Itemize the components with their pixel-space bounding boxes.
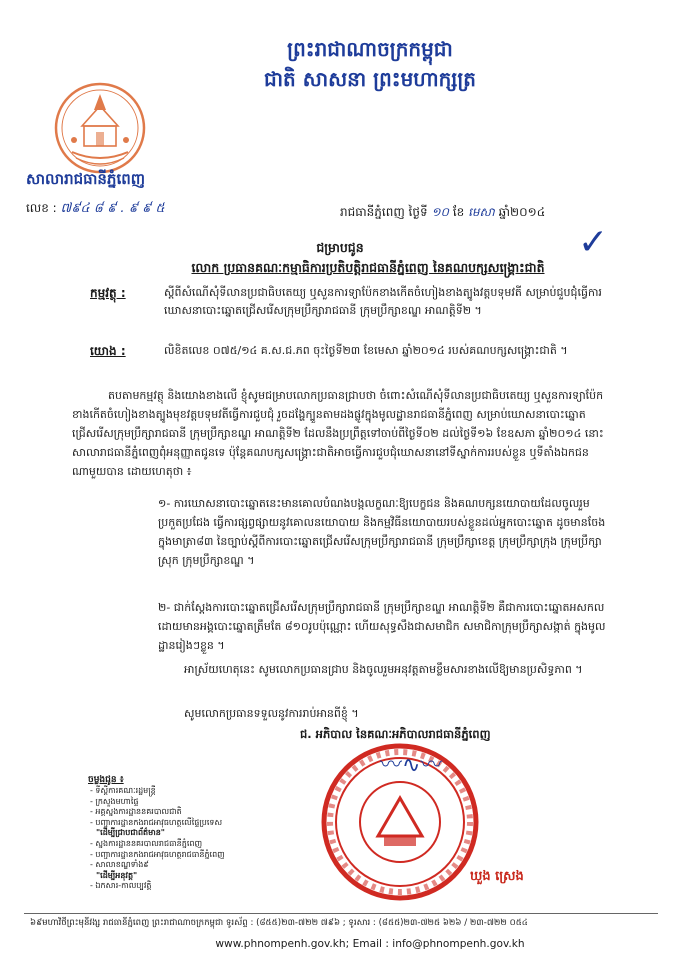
reference-label: យោង : bbox=[90, 344, 126, 358]
cc-item: - ទីស្តីការគណៈរដ្ឋមន្ត្រី bbox=[90, 786, 156, 795]
footer-divider bbox=[24, 913, 658, 914]
notice-title: ជម្រាបជូន bbox=[316, 240, 364, 255]
body-intro: តបតាមកម្មវត្ថុ និងយោងខាងលើ ខ្ញុំសូមជម្រាបលោកប្រធានជ្រាបថា ចំពោះសំណើសុំទីលានប្រជាធិបតេយ្យ ឬសួនការទ្យាប៉ែកខាងកើតចំហៀងខាងត្បូងមុខវត្តបទុមវតីធ្វើការជួបជុំ រួចដង្ហែក្បួនតាមដងផ្លូវក្នុងមូលដ្ឋានរាជធានីភ្នំពេញ សម្រាប់ឃោសនាបោះឆ្នោតជ្រើសរើសក្រុមប្រឹក្សារាជធានី ក្រុមប្រឹក្សាខណ្ឌ អាណត្តិទី២ ដែលនឹងប្រព្រឹត្តទៅចាប់ពីថ្ងៃទី០២ ដល់ថ្ងៃទី១៦ ខែឧសភា ឆ្នាំ២០១៤ នោះ សាលារាជធានីភ្នំពេញពុំអនុញ្ញាតជូនទេ ប៉ុន្តែគណបក្សសង្គ្រោះជាតិអាចធ្វើការជួបជុំឃោសនានៅទីស្នាក់ការរបស់ខ្លួន ឬទីតាំងឯកជនណាមួយបាន ដោយហេតុថា ៖ bbox=[72, 389, 604, 478]
kingdom-title: ព្រះរាជាណាចក្រកម្ពុជា bbox=[287, 37, 453, 61]
kingdom-header bbox=[205, 34, 535, 94]
date-year: ឆ្នាំ២០១៤ bbox=[498, 205, 546, 219]
checkmark-icon: ✓ bbox=[578, 222, 609, 263]
subject-label: កម្មវត្ថុ : bbox=[90, 286, 126, 300]
footer-contacts: www.phnompenh.gov.kh; Email : info@phnompenh.gov.kh bbox=[215, 938, 525, 950]
closing-paragraph: អាស្រ័យហេតុនេះ សូមលោកប្រធានជ្រាប និងចូលរួមអនុវត្តតាមខ្លឹមសារខាងលើឱ្យមានប្រសិទ្ធភាព ។ bbox=[184, 663, 583, 676]
reference-block bbox=[90, 342, 610, 360]
cc-title: ចម្លងជូន ៖ bbox=[88, 775, 124, 785]
cc-purpose-note: "ដើម្បីជ្រាបជាព័ត៌មាន" bbox=[96, 828, 165, 838]
reference-number bbox=[26, 200, 165, 219]
cc-item: - អគ្គស្នងការដ្ឋាននគរបាលជាតិ bbox=[90, 807, 182, 817]
email-label: Email : bbox=[352, 938, 389, 950]
email-link[interactable]: info@phnompenh.gov.kh bbox=[392, 938, 525, 950]
ref-number-value: ៧៩៤ ៨ ៩ . ៩ ៩ ៥ bbox=[60, 201, 165, 216]
footer-address: ៦៩មហាវិថីព្រះមុនីវង្ស រាជធានីភ្នំពេញ ព្រះរាជាណាចក្រកម្ពុជា ទូរស័ព្ទ : (៨៥៥)២៣-៧២២ ៧៩៦ ; ទូរសារ : (៨៥៥)២៣-៧២៥ ៦២៦ / ២៣-៧២២ ០៥៤ bbox=[30, 918, 528, 928]
issuer-name: សាលារាជធានីភ្នំពេញ bbox=[26, 170, 146, 188]
cc-item: - បញ្ជាការដ្ឋានកងរាជអាវុធហត្ថរាជធានីភ្នំពេញ bbox=[90, 849, 225, 859]
phnom-penh-emblem-icon bbox=[52, 80, 148, 176]
cc-item: - ឯកសារ-កាលប្បវត្តិ bbox=[90, 881, 152, 891]
signatory-name: ឃួង ស្រេង bbox=[470, 869, 524, 884]
subject-text: ស្តីពីសំណើសុំទីលានប្រជាធិបតេយ្យ ឬសួនការទ្យាប៉ែកខាងកើតចំហៀងខាងត្បូងវត្តបទុមវតី សម្រាប់ជួបជុំធ្វើការឃោសនាបោះឆ្នោតជ្រើសរើសក្រុមប្រឹក្សារាជធានី ក្រុមប្រឹក្សាខណ្ឌ អាណត្តិទី២ ។ bbox=[164, 286, 602, 317]
date-day: ១០ bbox=[431, 205, 450, 219]
handwritten-signature-icon: 〰∿〰 bbox=[380, 753, 443, 778]
website-link[interactable]: www.phnompenh.gov.kh bbox=[215, 938, 346, 950]
cc-item: - បញ្ជាការដ្ឋានកងរាជអាវុធហត្ថលើផ្ទៃប្រទេស bbox=[90, 817, 223, 827]
addressee: លោក ប្រធានគណៈកម្មាធិការប្រតិបត្តិរាជធានីភ្នំពេញ នៃគណបក្សសង្គ្រោះជាតិ bbox=[191, 260, 545, 275]
signatory-title: ជ. អភិបាល នៃគណៈអភិបាលរាជធានីភ្នំពេញ bbox=[300, 727, 491, 741]
date-prefix: រាជធានីភ្នំពេញ ថ្ងៃទី bbox=[340, 205, 428, 219]
point-1: ១- ការឃោសនាបោះឆ្នោតនេះមានគោលបំណងបង្កលក្ខណៈឱ្យបេក្ខជន និងគណបក្សនយោបាយដែលចូលរួមប្រកួតប្រជែង ធ្វើការផ្សព្វផ្សាយនូវគោលនយោបាយ និងកម្មវិធីនយោបាយរបស់ខ្លួនដល់អ្នកបោះឆ្នោត ដូចមានចែងក្នុងមាត្រា៨៣ នៃច្បាប់ស្តីពីការបោះឆ្នោតជ្រើសរើសក្រុមប្រឹក្សារាជធានី ក្រុមប្រឹក្សាខេត្ត ក្រុមប្រឹក្សាក្រុង ក្រុមប្រឹក្សាស្រុក ក្រុមប្រឹក្សាខណ្ឌ ។ bbox=[158, 497, 606, 567]
cc-item: - ក្រសួងមហាផ្ទៃ bbox=[90, 796, 139, 806]
subject-block bbox=[90, 284, 610, 320]
national-motto: ជាតិ សាសនា ព្រះមហាក្សត្រ bbox=[264, 67, 476, 91]
reference-text: លិខិតលេខ ០៧៥/១៤ គ.ស.ជ.ភព ចុះថ្ងៃទី២៣ ខែមេសា ឆ្នាំ២០១៤ របស់គណបក្សសង្គ្រោះជាតិ ។ bbox=[164, 344, 568, 357]
cc-item: - សាលាខណ្ឌទាំង៩ bbox=[90, 860, 149, 870]
document-date bbox=[340, 204, 545, 222]
cc-list bbox=[86, 786, 316, 892]
cc-purpose-note: "ដើម្បីអនុវត្ត" bbox=[96, 870, 138, 880]
ref-label: លេខ : bbox=[26, 201, 57, 215]
point-2: ២- ជាក់ស្តែងការបោះឆ្នោតជ្រើសរើសក្រុមប្រឹក្សារាជធានី ក្រុមប្រឹក្សាខណ្ឌ អាណត្តិទី២ គឺជាការបោះឆ្នោតអសកលដោយមានអង្គបោះឆ្នោតត្រឹមតែ ៨១០រូបប៉ុណ្ណោះ ហើយសុទ្ធសឹងជាសមាជិក សមាជិកាក្រុមប្រឹក្សាសង្កាត់ ក្នុងមូលដ្ឋានរៀងៗខ្លួន ។ bbox=[158, 601, 606, 652]
date-month-prefix: ខែ bbox=[452, 205, 465, 219]
regards-line: សូមលោកប្រធានទទួលនូវការរាប់អានពីខ្ញុំ ។ bbox=[184, 707, 359, 720]
date-month: មេសា bbox=[468, 205, 495, 219]
cc-item: - ស្នងការដ្ឋាននគរបាលរាជធានីភ្នំពេញ bbox=[90, 838, 203, 848]
